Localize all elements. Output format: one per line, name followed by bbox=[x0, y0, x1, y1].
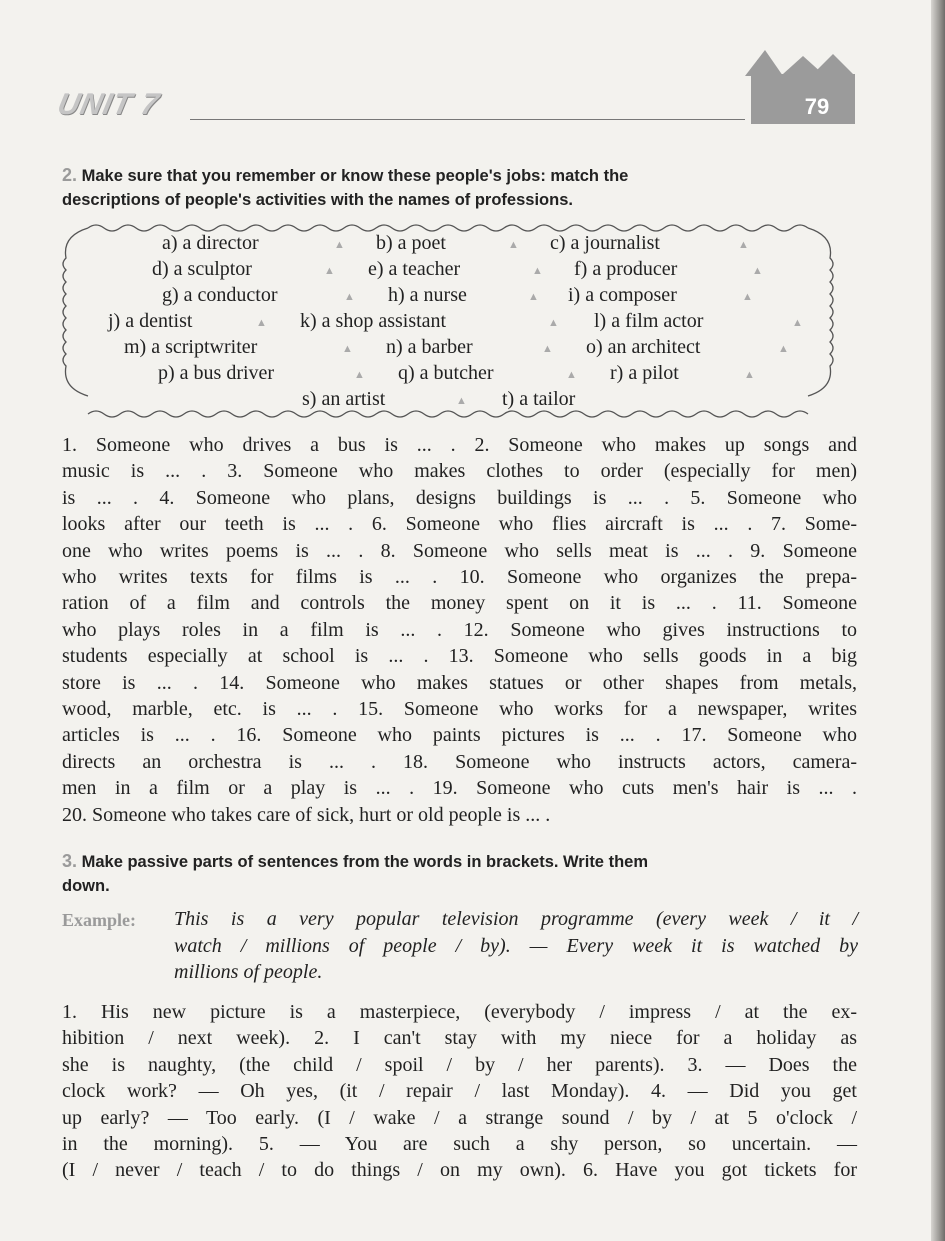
triangle-icon: ▲ bbox=[344, 291, 355, 303]
profession-item: i) a composer bbox=[568, 284, 677, 306]
triangle-icon: ▲ bbox=[532, 265, 543, 277]
triangle-icon: ▲ bbox=[354, 369, 365, 381]
text-line: store is ... . 14. Someone who makes statues or other shapes from metals, bbox=[62, 671, 857, 694]
text-line: articles is ... . 16. Someone who paints pictures is ... . 17. Someone who bbox=[62, 724, 857, 747]
profession-item: n) a barber bbox=[386, 336, 473, 358]
triangle-icon: ▲ bbox=[256, 317, 267, 329]
example-label: Example: bbox=[62, 910, 136, 930]
text-line: students especially at school is ... . 13. Someone who sells goods in a big bbox=[62, 645, 857, 668]
profession-item: a) a director bbox=[162, 232, 259, 254]
profession-item: j) a dentist bbox=[108, 310, 193, 332]
text-line: is ... . 4. Someone who plans, designs buildings is ... . 5. Someone who bbox=[62, 486, 857, 509]
text-line: ration of a film and controls the money spent on it is ... . 11. Someone bbox=[62, 592, 857, 615]
triangle-icon: ▲ bbox=[566, 369, 577, 381]
page-edge bbox=[931, 0, 945, 1241]
triangle-icon: ▲ bbox=[792, 317, 803, 329]
triangle-icon: ▲ bbox=[342, 343, 353, 355]
text-line: 1. Someone who drives a bus is ... . 2. Someone who makes up songs and bbox=[62, 434, 857, 456]
text-line: 1. His new picture is a masterpiece, (everybody / impress / at the ex- bbox=[62, 1001, 857, 1023]
triangle-icon: ▲ bbox=[548, 317, 559, 329]
profession-item: r) a pilot bbox=[610, 362, 679, 384]
triangle-icon: ▲ bbox=[778, 343, 789, 355]
profession-item: m) a scriptwriter bbox=[124, 336, 258, 358]
profession-item: l) a film actor bbox=[594, 310, 704, 332]
example-line: millions of people. bbox=[174, 961, 323, 983]
profession-item: e) a teacher bbox=[368, 258, 461, 280]
example-line: This is a very popular television programme (every week / it / bbox=[174, 908, 858, 930]
example-line: watch / millions of people / by). — Every week it is watched by bbox=[174, 934, 858, 957]
triangle-icon: ▲ bbox=[528, 291, 539, 303]
unit-logo: UNIT 7 bbox=[54, 88, 163, 121]
profession-item: q) a butcher bbox=[398, 362, 494, 384]
text-line: one who writes poems is ... . 8. Someone who sells meat is ... . 9. Someone bbox=[62, 539, 857, 562]
text-line: (I / never / teach / to do things / on my own). 6. Have you got tickets for bbox=[62, 1159, 857, 1182]
profession-item: d) a sculptor bbox=[152, 258, 252, 280]
text-line: up early? — Too early. (I / wake / a strange sound / by / at 5 o'clock / bbox=[62, 1106, 857, 1129]
triangle-icon: ▲ bbox=[508, 239, 519, 251]
profession-item: t) a tailor bbox=[502, 388, 576, 410]
text-line: clock work? — Oh yes, (it / repair / last Monday). 4. — Did you get bbox=[62, 1080, 857, 1103]
text-line: men in a film or a play is ... . 19. Someone who cuts men's hair is ... . bbox=[62, 777, 857, 800]
task2-sentences bbox=[62, 432, 857, 828]
text-line: 20. Someone who takes care of sick, hurt or old people is ... . bbox=[62, 803, 551, 826]
profession-item: b) a poet bbox=[376, 232, 446, 254]
text-line: she is naughty, (the child / spoil / by / her parents). 3. — Does the bbox=[62, 1053, 857, 1076]
task3-instruction: 3. Make passive parts of sentences from the words in brackets. Write them down. bbox=[62, 851, 648, 895]
profession-item: o) an architect bbox=[586, 336, 701, 358]
text-line: who writes texts for films is ... . 10. Someone who organizes the prepa- bbox=[62, 566, 857, 589]
triangle-icon: ▲ bbox=[334, 239, 345, 251]
example-text bbox=[174, 906, 858, 986]
text-line: wood, marble, etc. is ... . 15. Someone who works for a newspaper, writes bbox=[62, 698, 857, 721]
profession-item: g) a conductor bbox=[162, 284, 278, 306]
profession-item: p) a bus driver bbox=[158, 362, 275, 384]
text-line: who plays roles in a film is ... . 12. Someone who gives instructions to bbox=[62, 618, 857, 641]
triangle-icon: ▲ bbox=[752, 265, 763, 277]
text-line: music is ... . 3. Someone who makes clothes to order (especially for men) bbox=[62, 460, 857, 483]
task2-number: 2. bbox=[62, 165, 78, 185]
task3-number: 3. bbox=[62, 851, 78, 871]
triangle-icon: ▲ bbox=[542, 343, 553, 355]
triangle-icon: ▲ bbox=[742, 291, 753, 303]
page-number: 79 bbox=[804, 94, 830, 119]
text-line: hibition / next week). 2. I can't stay with my niece for a holiday as bbox=[62, 1027, 857, 1050]
text-line: in the morning). 5. — You are such a shy person, so uncertain. — bbox=[62, 1133, 857, 1156]
text-line: looks after our teeth is ... . 6. Someone who flies aircraft is ... . 7. Some- bbox=[62, 513, 857, 536]
triangle-icon: ▲ bbox=[744, 369, 755, 381]
professions-box bbox=[58, 214, 851, 426]
triangle-icon: ▲ bbox=[324, 265, 335, 277]
page-header bbox=[55, 70, 855, 130]
text-line: directs an orchestra is ... . 18. Someone who instructs actors, camera- bbox=[62, 750, 857, 773]
profession-item: h) a nurse bbox=[388, 284, 467, 306]
header-rule bbox=[190, 119, 745, 120]
triangle-icon: ▲ bbox=[456, 395, 467, 407]
triangle-icon: ▲ bbox=[738, 239, 749, 251]
task3-sentences bbox=[62, 999, 857, 1184]
profession-item: k) a shop assistant bbox=[300, 310, 447, 332]
task2-instruction: 2. Make sure that you remember or know these people's jobs: match the descriptions of people's activities with the names of professions. bbox=[62, 165, 629, 209]
profession-item: f) a producer bbox=[574, 258, 678, 280]
profession-item: c) a journalist bbox=[550, 232, 660, 254]
profession-item: s) an artist bbox=[302, 388, 386, 410]
